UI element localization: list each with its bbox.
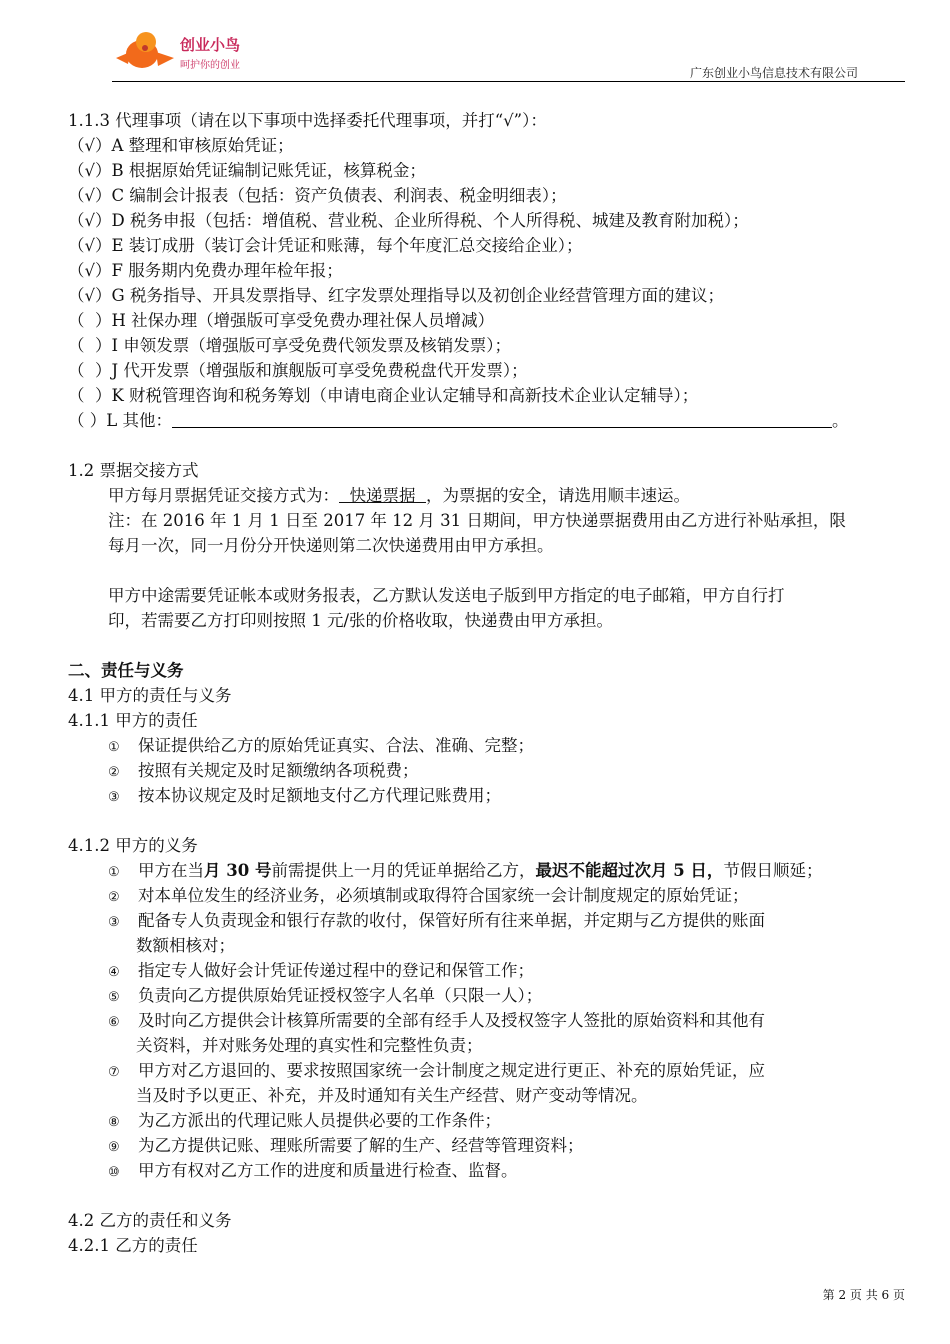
agency-item: （√）E 装订成册（装订会计凭证和账薄，每个年度汇总交接给企业）； [68,236,583,255]
item-number: ④ [108,965,120,980]
page-number: 第 2 页 共 6 页 [822,1288,905,1302]
duty-item [68,1058,908,1083]
item-number: ③ [108,790,120,805]
agency-item: （ ）J 代开发票（增强版和旗舰版可享受免费税盘代开发票）； [68,361,528,380]
duty-item [68,908,908,933]
item-text: 负责向乙方提供原始凭证授权签字人名单（只限一人）； [138,986,543,1005]
item-text: 保证提供给乙方的原始凭证真实、合法、准确、完整； [138,736,534,755]
item-number: ⑩ [108,1165,120,1180]
duty-item [68,1158,908,1183]
section-title: 4.1 甲方的责任与义务 [68,686,232,705]
item-number: ⑨ [108,1140,120,1155]
responsibility-item [68,758,908,783]
item-text: 对本单位发生的经济业务，必须填制或取得符合国家统一会计制度规定的原始凭证； [138,886,749,905]
duty-item [68,1133,908,1158]
agency-item: （√）F 服务期内免费办理年检年报； [68,261,343,280]
item-number: ① [108,740,120,755]
logo-slogan: 呵护你的创业 [180,60,240,71]
section-title: 4.1.2 甲方的义务 [68,836,198,855]
agency-item: （ ）I 申领发票（增强版可享受免费代领发票及核销发票）； [68,336,512,355]
logo-name: 创业小鸟 [180,36,241,54]
header-divider [112,81,905,82]
other-label: （ ）L 其他： [68,411,172,430]
agency-item: （√）G 税务指导、开具发票指导、红字发票处理指导以及初创企业经营管理方面的建议； [68,286,724,305]
section-title: 1.1.3 代理事项（请在以下事项中选择委托代理事项，并打“√”）： [68,111,547,130]
item-number: ① [108,865,120,880]
duty-text: 节假日顺延； [723,861,823,880]
agency-item: （√）D 税务申报（包括：增值税、营业税、企业所得税、个人所得税、城建及教育附加税）； [68,211,749,230]
duty-emphasis: 最迟不能超过次月 5 日， [535,861,724,880]
item-text: 配备专人负责现金和银行存款的收付，保管好所有往来单据，并定期与乙方提供的账面 [138,911,765,930]
item-text: 及时向乙方提供会计核算所需要的全部有经手人及授权签字人签批的原始资料和其他有 [138,1011,765,1030]
section-title: 4.2.1 乙方的责任 [68,1236,198,1255]
other-blank-line [172,411,832,428]
duty-item-continued: 当及时予以更正、补充，并及时通知有关生产经营、财产变动等情况。 [136,1086,648,1105]
delivery-value: 快递票据 [339,486,426,505]
duty-item [68,958,908,983]
duty-text: 前需提供上一月的凭证单据给乙方， [271,861,536,880]
delivery-label: 甲方每月票据凭证交接方式为： [108,486,339,505]
company-name: 广东创业小鸟信息技术有限公司 [689,66,858,80]
chapter-title: 二、责任与义务 [68,661,184,680]
paragraph: 甲方中途需要凭证帐本或财务报表，乙方默认发送电子版到甲方指定的电子邮箱，甲方自行打 [108,586,785,605]
delivery-note: ，为票据的安全，请选用顺丰速运。 [425,486,690,505]
agency-item: （√）C 编制会计报表（包括：资产负债表、利润表、税金明细表）； [68,186,567,205]
duty-item-continued: 数额相核对； [136,936,235,955]
duty-item [68,1108,908,1133]
duty-item [68,983,908,1008]
duty-item [68,1008,908,1033]
duty-text: 甲方在当 [138,861,204,880]
section-title: 4.2 乙方的责任和义务 [68,1211,232,1230]
item-number: ⑤ [108,990,120,1005]
responsibility-item [68,783,908,808]
item-text: 甲方对乙方退回的、要求按照国家统一会计制度之规定进行更正、补充的原始凭证，应 [138,1061,765,1080]
duty-item [68,858,908,883]
paragraph: 每月一次，同一月份分开快递则第二次快递费用由甲方承担。 [108,536,554,555]
section-title: 1.2 票据交接方式 [68,461,199,480]
item-number: ③ [108,915,120,930]
agency-item: （ ）H 社保办理（增强版可享受免费办理社保人员增减） [68,311,495,330]
paragraph: 印，若需要乙方打印则按照 1 元/张的价格收取，快递费由甲方承担。 [108,611,614,630]
item-number: ② [108,765,120,780]
delivery-method [68,483,908,508]
item-number: ⑧ [108,1115,120,1130]
document-body [68,108,908,1258]
item-number: ⑥ [108,1015,120,1030]
item-text: 甲方有权对乙方工作的进度和质量进行检查、监督。 [138,1161,518,1180]
agency-item: （√）A 整理和审核原始凭证； [68,136,294,155]
item-number: ② [108,890,120,905]
duty-item [68,883,908,908]
item-text: 指定专人做好会计凭证传递过程中的登记和保管工作； [138,961,534,980]
duty-emphasis: 月 30 号 [204,861,272,880]
other-end: 。 [831,411,849,430]
item-text: 为乙方提供记账、理账所需要了解的生产、经营等管理资料； [138,1136,584,1155]
item-text: 按照有关规定及时足额缴纳各项税费； [138,761,419,780]
agency-item: （ ）K 财税管理咨询和税务筹划（申请电商企业认定辅导和高新技术企业认定辅导）； [68,386,699,405]
paragraph: 注：在 2016 年 1 月 1 日至 2017 年 12 月 31 日期间，甲方快递票据费用由乙方进行补贴承担，限 [108,511,846,530]
item-text: 按本协议规定及时足额地支付乙方代理记账费用； [138,786,501,805]
section-title: 4.1.1 甲方的责任 [68,711,198,730]
item-number: ⑦ [108,1065,120,1080]
item-other [68,408,908,433]
duty-item-continued: 关资料，并对账务处理的真实性和完整性负责； [136,1036,483,1055]
agency-item: （√）B 根据原始凭证编制记账凭证，核算税金； [68,161,426,180]
responsibility-item [68,733,908,758]
item-text: 为乙方派出的代理记账人员提供必要的工作条件； [138,1111,501,1130]
